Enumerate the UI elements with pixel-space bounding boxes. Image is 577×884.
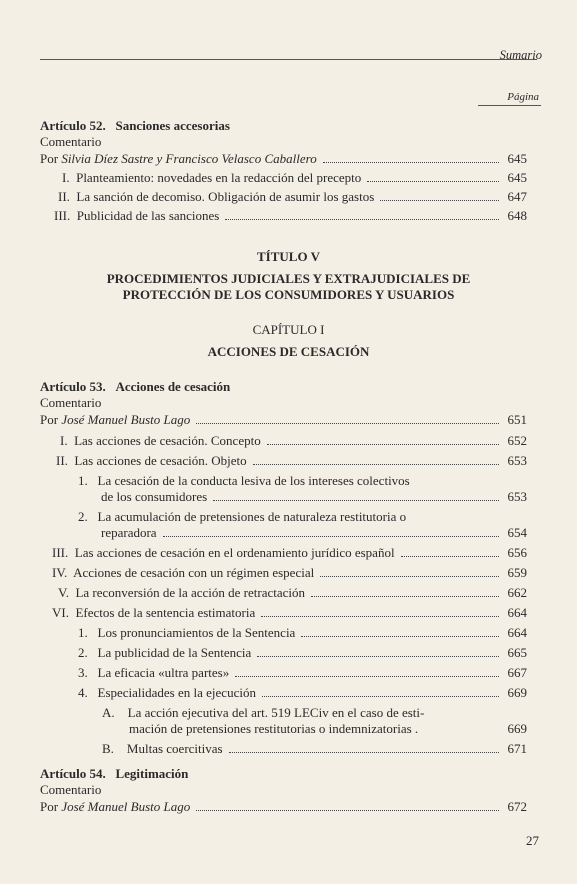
toc-entry: III. Las acciones de cesación en el ordenamiento jurídico español 656 xyxy=(52,545,527,560)
art52-comentario: Comentario xyxy=(40,134,102,149)
author-name: José Manuel Busto Lago xyxy=(61,799,191,814)
toc-entry-multiline: 1. La cesación de la conducta lesiva de los intereses colectivos xyxy=(78,473,410,488)
art54-comentario: Comentario xyxy=(40,782,102,797)
toc-entry: 1. Los pronunciamientos de la Sentencia 664 xyxy=(78,625,527,640)
running-head: Sumario xyxy=(499,48,542,62)
toc-entry-multiline: A. La acción ejecutiva del art. 519 LECiv en el caso de esti- xyxy=(102,705,425,720)
toc-entry: V. La reconversión de la acción de retractación 662 xyxy=(58,585,527,600)
toc-entry: 2. La publicidad de la Sentencia 665 xyxy=(78,645,527,660)
capitulo-title: ACCIONES DE CESACIÓN xyxy=(207,344,370,359)
header-rule xyxy=(40,59,537,60)
toc-entry: 4. Especialidades en la ejecución 669 xyxy=(78,685,527,700)
toc-entry: I. Las acciones de cesación. Concepto 652 xyxy=(60,433,527,448)
author-name: Silvia Díez Sastre y Francisco Velasco Caballero xyxy=(61,151,317,166)
art52-author-entry: Por Silvia Díez Sastre y Francisco Velasco Caballero 645 xyxy=(40,151,527,166)
pagina-rule xyxy=(478,105,541,106)
toc-entry: VI. Efectos de la sentencia estimatoria 664 xyxy=(52,605,527,620)
art53-heading: Artículo 53. Acciones de cesación xyxy=(40,379,231,394)
titulo-label: TÍTULO V xyxy=(257,249,320,264)
capitulo-label: CAPÍTULO I xyxy=(252,322,325,337)
art53-comentario: Comentario xyxy=(40,395,102,410)
titulo-line-2: PROTECCIÓN DE LOS CONSUMIDORES Y USUARIOS xyxy=(122,287,455,302)
titulo-line-1: PROCEDIMIENTOS JUDICIALES Y EXTRAJUDICIALES DE xyxy=(106,271,471,286)
toc-entry-continuation: reparadora 654 xyxy=(101,525,527,540)
leader-dots xyxy=(323,162,499,163)
toc-entry-continuation: mación de pretensiones restitutorias o indemnizatorias . 669 xyxy=(129,721,527,736)
art52-heading: Artículo 52. Sanciones accesorias xyxy=(40,118,230,133)
toc-entry: I. Planteamiento: novedades en la redacción del precepto 645 xyxy=(62,170,527,185)
page-ref: 645 xyxy=(507,151,527,166)
art54-heading: Artículo 54. Legitimación xyxy=(40,766,189,781)
toc-entry: 3. La eficacia «ultra partes» 667 xyxy=(78,665,527,680)
toc-entry: B. Multas coercitivas 671 xyxy=(102,741,527,756)
toc-entry: III. Publicidad de las sanciones 648 xyxy=(54,208,527,223)
toc-entry-continuation: de los consumidores 653 xyxy=(101,489,527,504)
author-name: José Manuel Busto Lago xyxy=(61,412,191,427)
pagina-label: Página xyxy=(507,91,539,103)
art54-author-entry: Por José Manuel Busto Lago 672 xyxy=(40,799,527,814)
art53-author-entry: Por José Manuel Busto Lago 651 xyxy=(40,412,527,427)
toc-entry: II. La sanción de decomiso. Obligación de asumir los gastos 647 xyxy=(58,189,527,204)
toc-entry-multiline: 2. La acumulación de pretensiones de naturaleza restitutoria o xyxy=(78,509,407,524)
page-number: 27 xyxy=(526,833,539,848)
toc-entry: II. Las acciones de cesación. Objeto 653 xyxy=(56,453,527,468)
toc-entry: IV. Acciones de cesación con un régimen especial 659 xyxy=(52,565,527,580)
